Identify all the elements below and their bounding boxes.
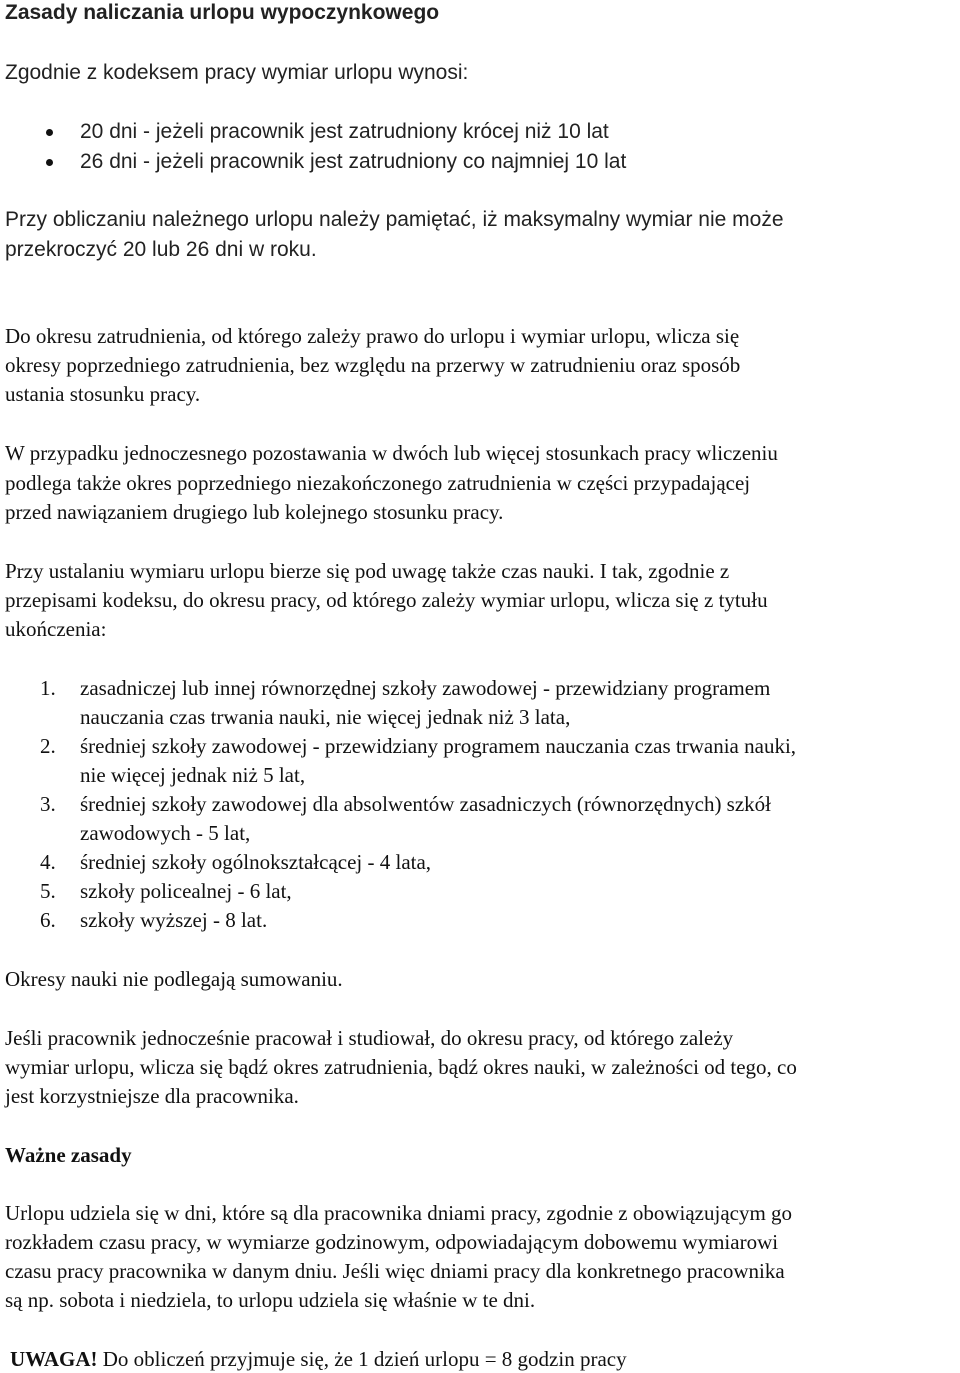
- paragraph-line: podlega także okres poprzedniego niezakończonego zatrudnienia w części przypadającej: [5, 471, 751, 495]
- paragraph-line: ukończenia:: [5, 617, 107, 641]
- note-line: Przy obliczaniu należnego urlopu należy pamiętać, iż maksymalny wymiar nie może: [5, 208, 784, 231]
- intro-text: Zgodnie z kodeksem pracy wymiar urlopu wynosi:: [5, 61, 469, 84]
- page-title: Zasady naliczania urlopu wypoczynkowego: [5, 1, 440, 24]
- paragraph-line: okresy poprzedniego zatrudnienia, bez względu na przerwy w zatrudnieniu oraz sposób: [5, 353, 741, 377]
- warning-label: UWAGA!: [10, 1347, 98, 1371]
- list-number: 4.: [40, 850, 56, 874]
- bullet-item: 26 dni - jeżeli pracownik jest zatrudniony co najmniej 10 lat: [80, 150, 627, 173]
- list-item: nie więcej jednak niż 5 lat,: [80, 763, 306, 787]
- list-item: zawodowych - 5 lat,: [80, 821, 251, 845]
- bullet-icon: [46, 159, 53, 166]
- bullet-icon: [46, 129, 53, 136]
- paragraph-line: ustania stosunku pracy.: [5, 382, 201, 406]
- note-line: przekroczyć 20 lub 26 dni w roku.: [5, 238, 317, 261]
- paragraph-line: czasu pracy pracownika w danym dniu. Jeśli więc dniami pracy dla konkretnego pracownika: [5, 1259, 785, 1283]
- list-item: średniej szkoły ogólnokształcącej - 4 lata,: [80, 850, 432, 874]
- paragraph-line: wymiar urlopu, wlicza się bądź okres zatrudnienia, bądź okres nauki, w zależności od tego, co: [5, 1055, 797, 1079]
- list-number: 3.: [40, 792, 56, 816]
- paragraph-line: W przypadku jednoczesnego pozostawania w dwóch lub więcej stosunkach pracy wliczeniu: [5, 441, 778, 465]
- paragraph-line: Przy ustalaniu wymiaru urlopu bierze się pod uwagę także czas nauki. I tak, zgodnie z: [5, 559, 730, 583]
- section-heading: Ważne zasady: [5, 1143, 132, 1167]
- list-item: średniej szkoły zawodowej dla absolwentów zasadniczych (równorzędnych) szkół: [80, 792, 772, 816]
- paragraph-line: przepisami kodeksu, do okresu pracy, od którego zależy wymiar urlopu, wlicza się z tytułu: [5, 588, 768, 612]
- list-item: szkoły wyższej - 8 lat.: [80, 908, 268, 932]
- paragraph-line: Jeśli pracownik jednocześnie pracował i studiował, do okresu pracy, od którego zależy: [5, 1026, 734, 1050]
- list-item: średniej szkoły zawodowej - przewidziany programem nauczania czas trwania nauki,: [80, 734, 797, 758]
- list-item: szkoły policealnej - 6 lat,: [80, 879, 292, 903]
- paragraph-line: Okresy nauki nie podlegają sumowaniu.: [5, 967, 343, 991]
- paragraph-line: Do okresu zatrudnienia, od którego zależy prawo do urlopu i wymiar urlopu, wlicza się: [5, 324, 740, 348]
- list-number: 5.: [40, 879, 56, 903]
- paragraph-line: Urlopu udziela się w dni, które są dla pracownika dniami pracy, zgodnie z obowiązującym go: [5, 1201, 793, 1225]
- list-number: 6.: [40, 908, 56, 932]
- bullet-item: 20 dni - jeżeli pracownik jest zatrudniony krócej niż 10 lat: [80, 120, 609, 143]
- list-item: nauczania czas trwania nauki, nie więcej jednak niż 3 lata,: [80, 705, 571, 729]
- paragraph-line: są np. sobota i niedziela, to urlopu udziela się właśnie w te dni.: [5, 1288, 536, 1312]
- warning-note: [10, 1347, 627, 1372]
- warning-text: Do obliczeń przyjmuje się, że 1 dzień urlopu = 8 godzin pracy: [97, 1347, 627, 1371]
- list-number: 1.: [40, 676, 56, 700]
- paragraph-line: przed nawiązaniem drugiego lub kolejnego stosunku pracy.: [5, 500, 504, 524]
- paragraph-line: rozkładem czasu pracy, w wymiarze godzinowym, odpowiadającym dobowemu wymiarowi: [5, 1230, 779, 1254]
- paragraph-line: jest korzystniejsze dla pracownika.: [5, 1084, 299, 1108]
- list-number: 2.: [40, 734, 56, 758]
- list-item: zasadniczej lub innej równorzędnej szkoły zawodowej - przewidziany programem: [80, 676, 771, 700]
